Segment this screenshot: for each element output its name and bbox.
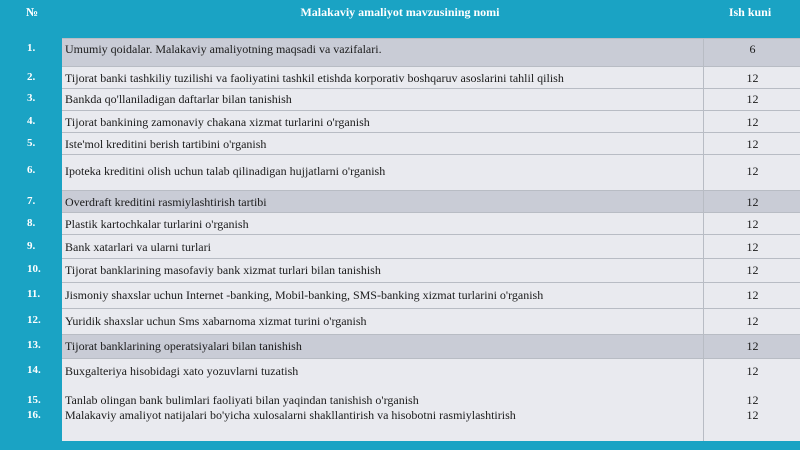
topic-name-cell [62,66,703,89]
topic-name-cell [62,38,703,67]
work-days-value: 12 [746,364,759,378]
work-days-value: 12 [746,195,759,209]
topic-name: Bankda qo'llaniladigan daftarlar bilan tanishish [65,92,292,106]
topic-name-cell [62,154,703,191]
topic-name-cell [62,212,703,235]
work-days-value: 12 [746,217,759,231]
topic-name-cell [62,392,703,408]
row-number-cell [0,66,62,88]
table-header [0,0,800,38]
table-row [0,38,800,66]
work-days-value: 12 [746,71,759,85]
topic-name: Overdraft kreditini rasmiylashtirish tartibi [65,195,267,209]
row-number-cell [0,110,62,132]
row-number: 6. [27,164,36,176]
topic-name: Tanlab olingan bank bulimlari faoliyati bilan yaqindan tanishish o'rganish [65,393,419,407]
topic-name: Tijorat banklarining masofaviy bank xizmat turlari bilan tanishish [65,263,381,277]
topic-name: Plastik kartochkalar turlarini o'rganish [65,217,249,231]
topic-name-cell [62,110,703,133]
table-row [0,234,800,258]
work-days-value: 12 [746,240,759,254]
row-number-cell [0,392,62,408]
work-days-cell [703,308,800,335]
work-days-cell [703,358,800,393]
work-days-cell [703,110,800,133]
table-row [0,190,800,212]
work-days-cell [703,154,800,191]
work-days-cell [703,66,800,89]
work-days-value: 12 [746,393,759,407]
table-row [0,88,800,110]
work-days-cell [703,392,800,408]
topic-name: Yuridik shaxslar uchun Sms xabarnoma xizmat turini o'rganish [65,314,367,328]
row-number: 12. [27,314,41,326]
row-number-cell [0,38,62,66]
row-number-cell [0,132,62,154]
work-days-cell [703,334,800,359]
work-days-cell [703,38,800,67]
row-number-cell [0,308,62,334]
row-number: 8. [27,217,36,229]
topic-name-cell [62,132,703,155]
row-number: 4. [27,115,36,127]
topic-name-cell [62,190,703,213]
work-days-cell [703,132,800,155]
row-number: 10. [27,263,41,275]
table-row [0,392,800,408]
row-number: 3. [27,92,36,104]
table-row [0,308,800,334]
row-number: 16. [27,409,41,421]
topic-name: Iste'mol kreditini berish tartibini o'rganish [65,137,267,151]
topic-name: Buxgalteriya hisobidagi xato yozuvlarni tuzatish [65,364,299,378]
topic-name-cell [62,88,703,111]
row-number: 13. [27,339,41,351]
row-number: 5. [27,137,36,149]
topic-name-cell [62,308,703,335]
work-days-value: 12 [746,408,759,422]
row-number: 14. [27,364,41,376]
work-days-cell [703,258,800,283]
row-number-cell [0,358,62,392]
topic-name: Jismoniy shaxslar uchun Internet -banking, Mobil-banking, SMS-banking xizmat turlarini o'rganish [65,288,544,302]
topic-name: Ipoteka kreditini olish uchun talab qilinadigan hujjatlarni o'rganish [65,164,386,178]
topic-name: Malakaviy amaliyot natijalari bo'yicha xulosalarni shakllantirish va hisobotni rasmiylashtirish [65,408,516,422]
row-number-cell [0,334,62,358]
work-days-value: 12 [746,288,759,302]
table-row [0,358,800,392]
topic-name: Bank xatarlari va ularni turlari [65,240,211,254]
topic-name-cell [62,408,703,441]
table-row [0,132,800,154]
work-days-value: 12 [746,263,759,277]
table-row [0,212,800,234]
work-days-value: 12 [746,92,759,106]
table-row [0,282,800,308]
row-number: 15. [27,394,41,406]
topic-name: Tijorat banki tashkiliy tuzilishi va faoliyatini tashkil etishda korporativ boshqaruv asoslarini tahlil qilish [65,71,564,85]
row-number: 7. [27,195,36,207]
table-row [0,66,800,88]
work-days-cell [703,282,800,309]
topic-name: Tijorat banklarining operatsiyalari bilan tanishish [65,339,302,353]
work-days-value: 12 [746,314,759,328]
header-number: № [26,5,39,19]
topic-name-cell [62,358,703,393]
row-number-cell [0,258,62,282]
table-row [0,408,800,441]
work-days-cell [703,408,800,441]
row-number-cell [0,282,62,308]
work-days-value: 12 [746,137,759,151]
topic-name-cell [62,258,703,283]
table-row [0,258,800,282]
topic-name-cell [62,282,703,309]
table-row [0,110,800,132]
row-number-cell [0,234,62,258]
row-number: 1. [27,42,36,54]
topic-name-cell [62,334,703,359]
topic-name: Umumiy qoidalar. Malakaviy amaliyotning maqsadi va vazifalari. [65,42,382,56]
row-number: 11. [27,288,41,300]
table-row [0,154,800,190]
row-number-cell [0,154,62,190]
work-days-value: 12 [746,164,759,178]
row-number: 2. [27,71,36,83]
row-number-cell [0,88,62,110]
work-days-value: 12 [746,339,759,353]
header-work-days: Ish kuni [728,5,772,19]
table-footer [0,441,800,450]
table-row [0,334,800,358]
header-topic-name: Malakaviy amaliyot mavzusining nomi [300,5,500,19]
work-days-value: 12 [746,115,759,129]
work-days-value: 6 [749,42,756,56]
work-days-cell [703,234,800,259]
topic-name: Tijorat bankining zamonaviy chakana xizmat turlarini o'rganish [65,115,370,129]
topic-name-cell [62,234,703,259]
row-number-cell [0,190,62,212]
work-days-cell [703,212,800,235]
row-number: 9. [27,240,36,252]
row-number-cell [0,408,62,441]
work-days-cell [703,190,800,213]
row-number-cell [0,212,62,234]
work-days-cell [703,88,800,111]
